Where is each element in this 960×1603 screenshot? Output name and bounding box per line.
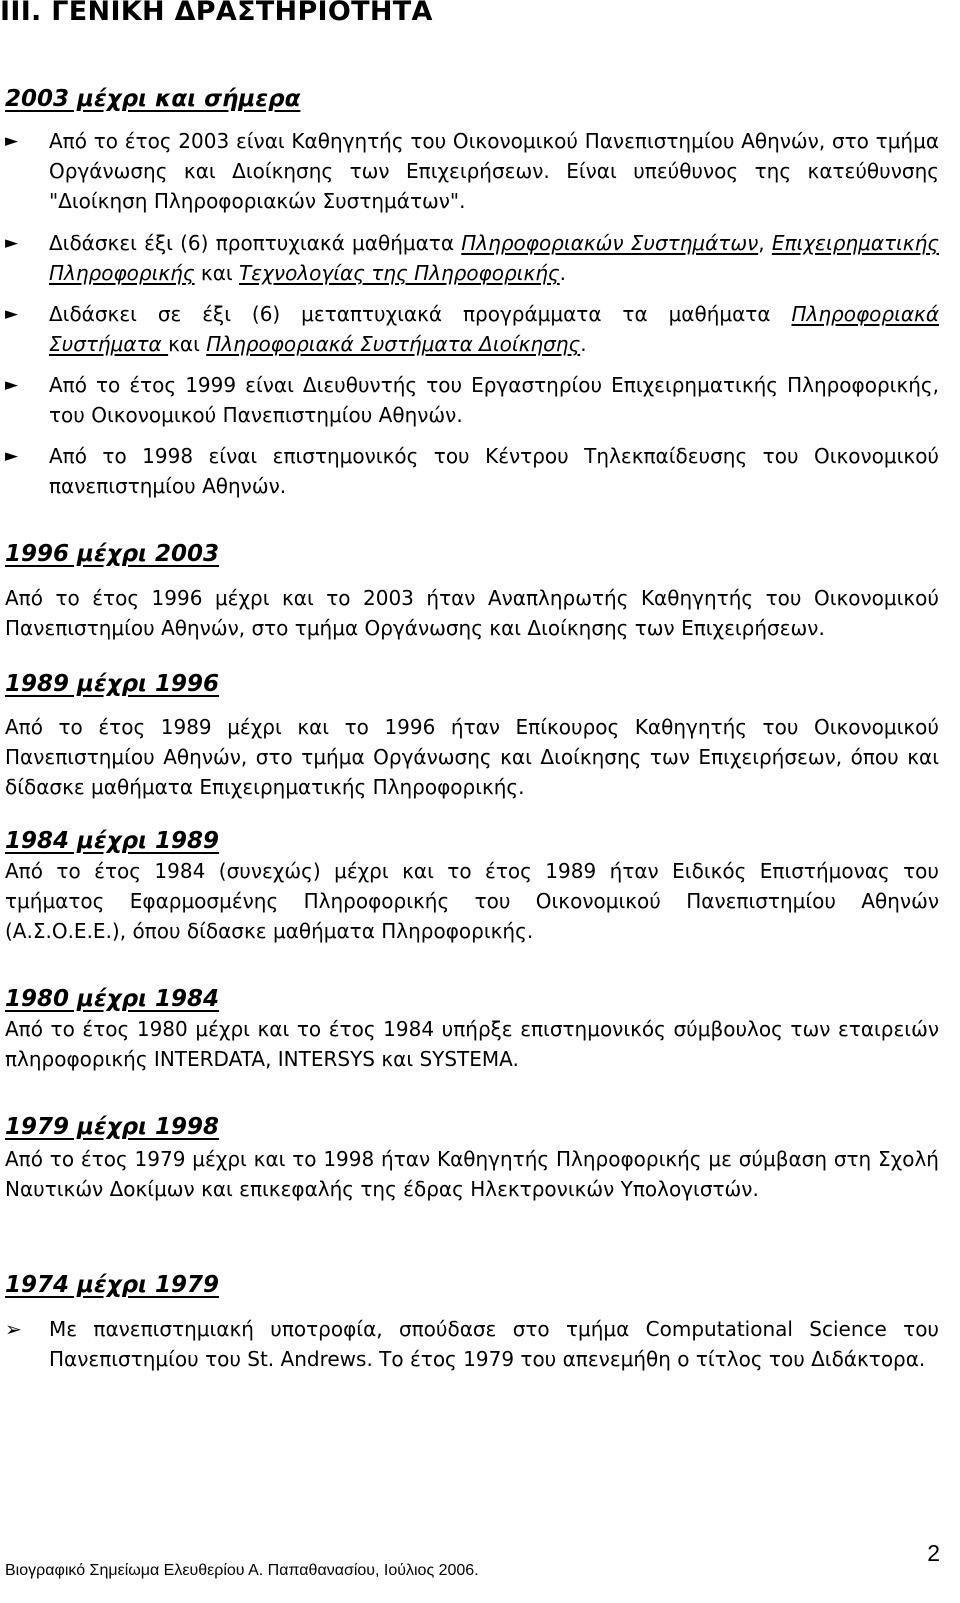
course-link[interactable]: Πληροφοριακά Συστήματα Διοίκησης xyxy=(206,332,581,356)
list-item xyxy=(5,370,939,430)
course-link[interactable]: Επιχειρηματικής Πληροφορικής xyxy=(49,231,940,285)
list-item xyxy=(5,228,939,288)
page-number: 2 xyxy=(927,1540,940,1566)
course-link[interactable]: Τεχνολογίας της Πληροφορικής xyxy=(239,261,560,285)
list-item-text xyxy=(49,299,939,359)
text-span: και xyxy=(168,332,207,356)
section-paragraph: Από το έτος 1980 μέχρι και το έτος 1984 υπήρξε επιστημονικός σύμβουλος των εταιρειών πληροφορικής INTERDATA, INTERSYS και SYSTEMA. xyxy=(5,1017,939,1071)
section-title-1980-1984: 1980 μέχρι 1984 xyxy=(5,986,220,1012)
list-item-text: Με πανεπιστημιακή υποτροφία, σπούδασε στο τμήμα Computational Science του Πανεπιστημίου του St. Andrews. Το έτος 1979 του απενεμήθη ο τίτλος του Διδάκτορα. xyxy=(49,1317,939,1371)
text-span: , xyxy=(758,231,772,255)
section-title-2003-present: 2003 μέχρι και σήμερα xyxy=(5,86,301,112)
text-span: Διδάσκει σε έξι (6) μεταπτυχιακά προγράμματα τα μαθήματα xyxy=(49,302,792,326)
course-link[interactable]: Πληροφοριακά Συστήματα xyxy=(49,302,939,356)
list-item-text: Από το έτος 1999 είναι Διευθυντής του Εργαστηρίου Επιχειρηματικής Πληροφορικής, του Οικονομικού Πανεπιστημίου Αθηνών. xyxy=(49,373,939,427)
bullet-triangle-icon: ► xyxy=(5,446,19,466)
text-span: και xyxy=(194,261,240,285)
text-span: . xyxy=(559,261,567,285)
list-item xyxy=(5,299,939,359)
bullet-triangle-icon: ► xyxy=(5,375,19,395)
section-title-1989-1996: 1989 μέχρι 1996 xyxy=(5,671,220,697)
course-link[interactable]: Πληροφοριακών Συστημάτων xyxy=(461,231,759,255)
page-heading: III. ΓΕΝΙΚΗ ΔΡΑΣΤΗΡΙΟΤΗΤΑ xyxy=(0,0,433,27)
list-item-text: Από το έτος 2003 είναι Καθηγητής του Οικονομικού Πανεπιστημίου Αθηνών, στο τμήμα Οργάνωσης και Διοίκησης των Επιχειρήσεων. Είναι υπεύθυνος της κατεύθυνσης "Διοίκηση Πληροφοριακών Συστημάτων". xyxy=(49,129,939,213)
list-item-text xyxy=(49,228,939,288)
list-item xyxy=(5,441,939,501)
arrow-bullet-icon: ➢ xyxy=(5,1317,22,1341)
list-item xyxy=(5,126,939,216)
section-paragraph: Από το έτος 1996 μέχρι και το 2003 ήταν Αναπληρωτής Καθηγητής του Οικονομικού Πανεπιστημίου Αθηνών, στο τμήμα Οργάνωσης και Διοίκησης των Επιχειρήσεων. xyxy=(5,586,939,640)
section-title-1984-1989: 1984 μέχρι 1989 xyxy=(5,828,220,854)
bullet-triangle-icon: ► xyxy=(5,131,19,151)
text-span: . xyxy=(580,332,587,356)
section-title-1996-2003: 1996 μέχρι 2003 xyxy=(5,541,220,567)
section-paragraph: Από το έτος 1984 (συνεχώς) μέχρι και το έτος 1989 ήταν Ειδικός Επιστήμονας του τμήματος Εφαρμοσμένης Πληροφορικής του Οικονομικού Πανεπιστημίου Αθηνών (Α.Σ.Ο.Ε.Ε.), όπου δίδασκε μαθήματα Πληροφορικής. xyxy=(5,859,939,943)
page-footer: Βιογραφικό Σημείωμα Ελευθερίου Α. Παπαθανασίου, Ιούλιος 2006. xyxy=(5,1562,479,1579)
section-title-1979-1998: 1979 μέχρι 1998 xyxy=(5,1114,220,1140)
text-span: Διδάσκει έξι (6) προπτυχιακά μαθήματα xyxy=(49,231,462,255)
section-title-1974-1979: 1974 μέχρι 1979 xyxy=(5,1272,220,1298)
section-paragraph: Από το έτος 1979 μέχρι και το 1998 ήταν Καθηγητής Πληροφορικής με σύμβαση στη Σχολή Ναυτικών Δοκίμων και επικεφαλής της έδρας Ηλεκτρονικών Υπολογιστών. xyxy=(5,1147,939,1201)
bullet-triangle-icon: ► xyxy=(5,233,19,253)
bullet-triangle-icon: ► xyxy=(5,304,19,324)
section-paragraph: Από το έτος 1989 μέχρι και το 1996 ήταν Επίκουρος Καθηγητής του Οικονομικού Πανεπιστημίου Αθηνών, στο τμήμα Οργάνωσης και Διοίκησης των Επιχειρήσεων, όπου και δίδασκε μαθήματα Επιχειρηματικής Πληροφορικής. xyxy=(5,715,939,799)
list-item-text: Από το 1998 είναι επιστημονικός του Κέντρου Τηλεκπαίδευσης του Οικονομικού πανεπιστημίου Αθηνών. xyxy=(49,444,939,498)
list-item xyxy=(5,1314,939,1374)
